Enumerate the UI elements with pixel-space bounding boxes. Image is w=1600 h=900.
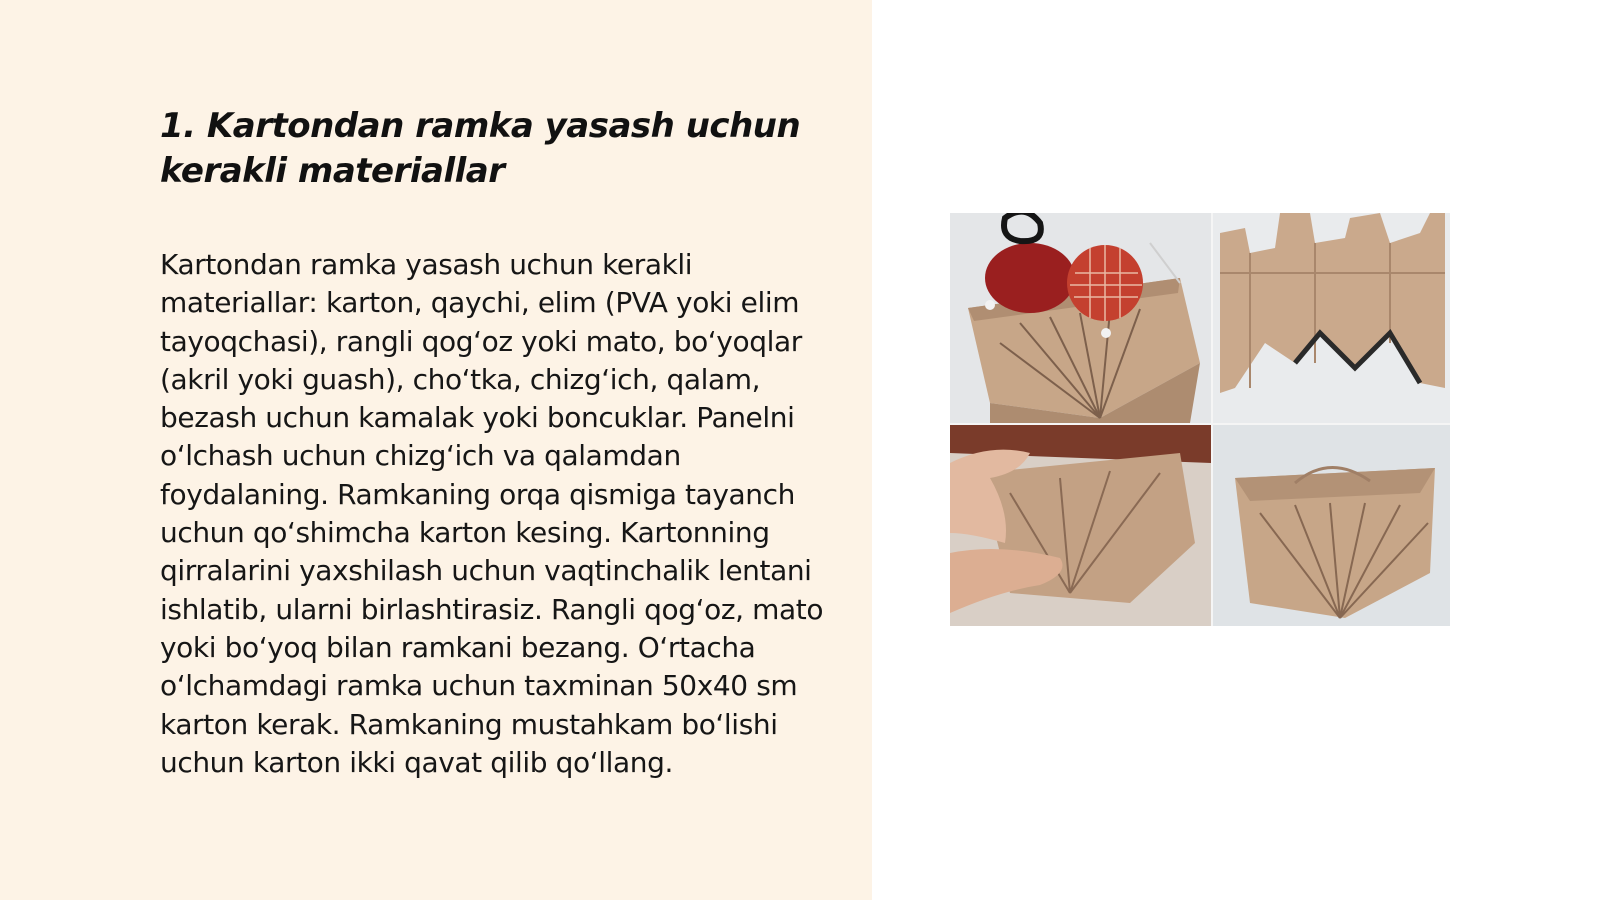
photo-folding-cardboard bbox=[950, 425, 1211, 626]
photo-assembled-box bbox=[1213, 425, 1450, 626]
cardboard-box-photo-collage bbox=[950, 213, 1450, 626]
photo-finished-basket bbox=[950, 213, 1211, 423]
photo-cardboard-template bbox=[1213, 213, 1450, 423]
slide-body-text: Kartondan ramka yasash uchun kerakli materiallar: karton, qaychi, elim (PVA yoki elim tayoqchasi), rangli qog‘oz yoki mato, bo‘yoqlar (akril yoki guash), cho‘tka, chizg‘ich, qalam, bezash uchun kamalak yoki boncuklar. Panelni o‘lchash uchun chizg‘ich va qalamdan foydalaning. Ramkaning orqa qismiga tayanch uchun qo‘shimcha karton kesing. Kartonning qirralarini yaxshilash uchun vaqtinchalik lentani ishlatib, ularni birlashtirasiz. Rangli qog‘oz, mato yoki bo‘yoq bilan ramkani bezang. O‘rtacha o‘lchamdagi ramka uchun taxminan 50x40 sm karton kerak. Ramkaning mustahkam bo‘lishi uchun karton ikki qavat qilib qo‘llang. bbox=[160, 248, 824, 779]
slide-title: 1. Kartondan ramka yasash uchun kerakli materiallar bbox=[160, 106, 801, 191]
